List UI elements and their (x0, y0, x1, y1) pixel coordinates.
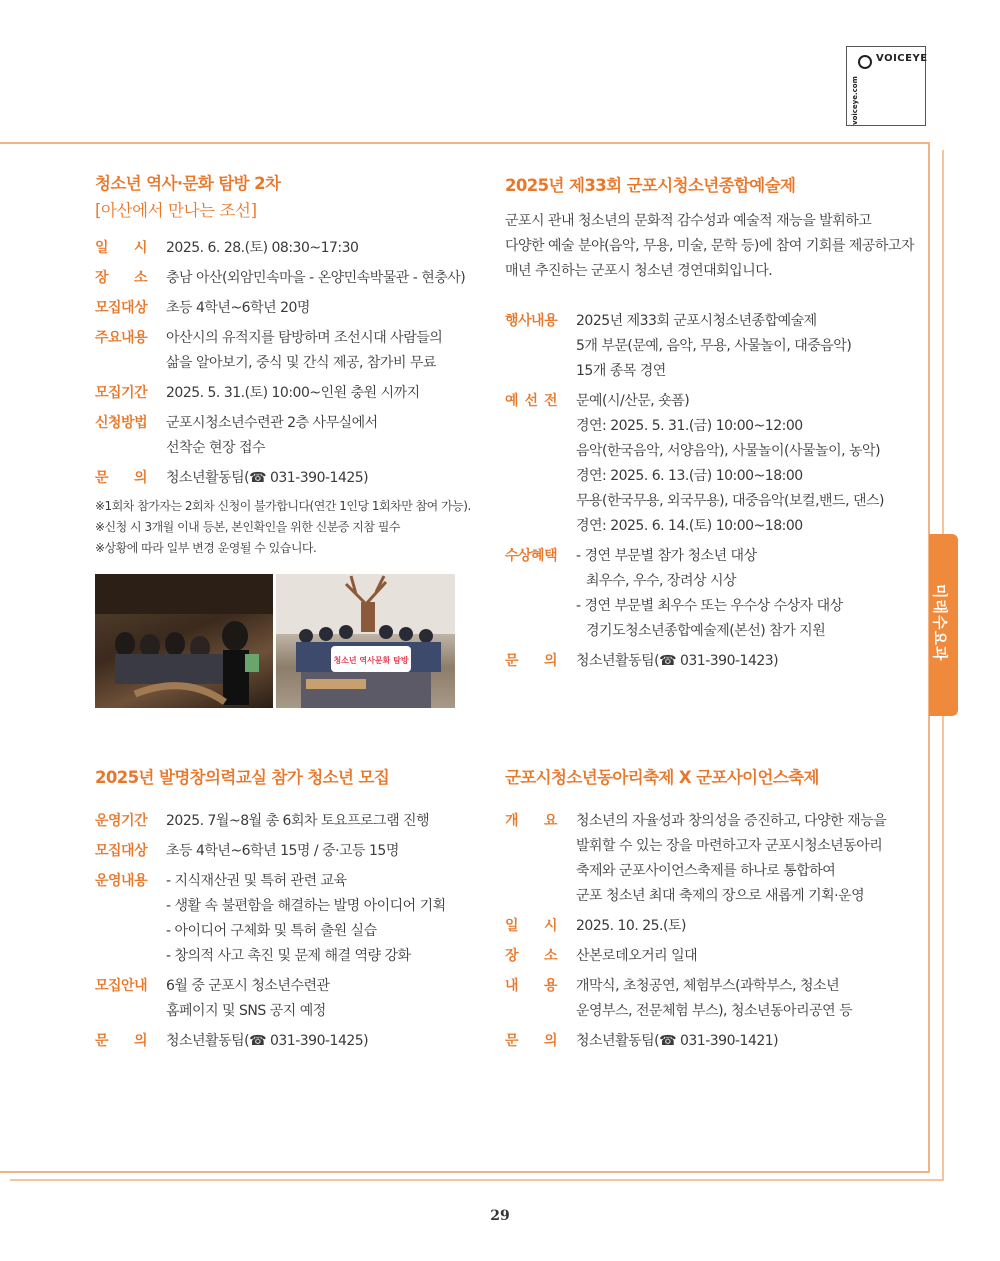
info-value-line: 발휘할 수 있는 장을 마련하고자 군포시청소년동아리 (576, 838, 883, 854)
side-tab-label: 미래수요과 (931, 584, 949, 662)
info-value-line: 2025. 7월~8월 총 6회차 토요프로그램 진행 (166, 813, 430, 829)
photo-group-museum (276, 574, 455, 708)
info-row (505, 944, 915, 969)
info-label-char: 문 (505, 1033, 519, 1049)
info-row (95, 236, 485, 261)
voiceye-code (846, 46, 926, 126)
info-row (505, 309, 915, 384)
section-club-science-festival (505, 764, 915, 1054)
info-value-line: 청소년활동팀(☎ 031-390-1425) (166, 1033, 369, 1049)
info-label-char: 용 (543, 978, 557, 994)
info-value-line: - 생활 속 불편함을 해결하는 발명 아이디어 기획 (166, 898, 446, 914)
info-value-line: 최우수, 우수, 장려상 시상 (586, 573, 736, 589)
info-value (576, 309, 851, 384)
notes (95, 496, 485, 559)
info-value-line: - 경연 부문별 참가 청소년 대상 (576, 548, 757, 564)
info-label (95, 266, 147, 291)
info-value-line: 경연: 2025. 6. 13.(금) 10:00~18:00 (576, 468, 803, 484)
info-value-line: 군포 청소년 최대 축제의 장으로 새롭게 기획·운영 (576, 888, 865, 904)
info-label (505, 914, 557, 939)
info-value (166, 809, 429, 834)
info-label: 모집대상 (95, 843, 148, 859)
info-label: 모집안내 (95, 978, 148, 994)
info-value (166, 466, 368, 491)
info-value-line: 2025. 6. 28.(토) 08:30~17:30 (166, 240, 359, 256)
info-value (166, 326, 442, 376)
info-rows (505, 809, 915, 1054)
info-label: 수상혜택 (505, 548, 558, 564)
info-value (576, 809, 886, 909)
info-row (505, 974, 915, 1024)
info-value-line: - 아이디어 구체화 및 특허 출원 실습 (166, 923, 377, 939)
info-value-line: 산본로데오거리 일대 (576, 948, 698, 964)
info-row (95, 381, 485, 406)
photo-village-tour (95, 574, 273, 708)
info-value (576, 944, 697, 969)
info-value-line: 운영부스, 전문체험 부스), 청소년동아리공연 등 (576, 1003, 853, 1019)
info-label-char: 일 (505, 918, 519, 934)
info-row (505, 544, 915, 644)
section-invention-class (95, 764, 485, 1054)
info-value-line: 경연: 2025. 5. 31.(금) 10:00~12:00 (576, 418, 803, 434)
info-value-line: 삶을 알아보기, 중식 및 간식 제공, 참가비 무료 (166, 355, 436, 371)
info-value-line: 군포시청소년수련관 2층 사무실에서 (166, 415, 378, 431)
info-value-line: 음악(한국음악, 서양음악), 사물놀이(사물놀이, 농악) (576, 443, 881, 459)
info-value (166, 974, 330, 1024)
info-value-line: 개막식, 초청공연, 체험부스(과학부스, 청소년 (576, 978, 840, 994)
info-value-line: 아산시의 유적지를 탐방하며 조선시대 사람들의 (166, 330, 443, 346)
info-row (95, 266, 485, 291)
info-value-line: - 창의적 사고 촉진 및 문제 해결 역량 강화 (166, 948, 411, 964)
info-value-line: 2025년 제33회 군포시청소년종합예술제 (576, 313, 817, 329)
voiceye-url: voiceye.com (851, 76, 859, 125)
intro-line: 군포시 관내 청소년의 문화적 감수성과 예술적 재능을 발휘하고 (505, 213, 872, 229)
info-value (576, 649, 778, 674)
info-label (95, 466, 147, 491)
info-value (576, 544, 843, 644)
info-value (576, 914, 686, 939)
info-label: 행사내용 (505, 313, 558, 329)
info-label (505, 649, 557, 674)
info-label (505, 389, 557, 539)
info-label-char: 소 (543, 948, 557, 964)
info-value-line: 선착순 현장 접수 (166, 440, 266, 456)
info-value-line: 청소년의 자율성과 창의성을 증진하고, 다양한 재능을 (576, 813, 887, 829)
info-label: 신청방법 (95, 415, 148, 431)
info-label-char: 전 (543, 393, 557, 409)
info-row (505, 649, 915, 674)
info-value-line: 충남 아산(외암민속마을 - 온양민속박물관 - 현충사) (166, 270, 466, 286)
info-rows (95, 236, 485, 491)
info-label-char: 문 (95, 470, 109, 486)
info-label: 운영내용 (95, 873, 148, 889)
info-label-char: 의 (543, 653, 557, 669)
page-number: 29 (490, 1208, 510, 1224)
info-label (95, 236, 147, 261)
section-title: 청소년 역사·문화 탐방 2차 (95, 174, 281, 193)
info-label (505, 974, 557, 1024)
note-item: ※상황에 따라 일부 변경 운영될 수 있습니다. (95, 541, 317, 555)
info-label-char: 장 (95, 270, 109, 286)
info-value (166, 1029, 368, 1054)
voiceye-mark-icon (858, 55, 872, 69)
info-value-line: 15개 종목 경연 (576, 363, 666, 379)
intro-line: 매년 추진하는 군포시 청소년 경연대회입니다. (505, 263, 773, 279)
voiceye-logo: VOICEYE (876, 53, 928, 64)
intro-line: 다양한 예술 분야(음악, 무용, 미술, 문학 등)에 참여 기회를 제공하고자 (505, 238, 914, 254)
info-value (166, 266, 465, 291)
info-value (166, 869, 446, 969)
info-row (95, 296, 485, 321)
info-value-line: 초등 4학년~6학년 20명 (166, 300, 310, 316)
info-label (95, 1029, 147, 1054)
info-label: 운영기간 (95, 813, 148, 829)
section-subtitle: [아산에서 만나는 조선] (95, 201, 257, 220)
info-value (166, 296, 310, 321)
info-value (166, 839, 399, 864)
info-value-line: - 지식재산권 및 특허 관련 교육 (166, 873, 347, 889)
info-row (95, 839, 485, 864)
info-label-char: 선 (524, 393, 538, 409)
info-label-char: 소 (133, 270, 147, 286)
info-row (505, 1029, 915, 1054)
info-value-line: 6월 중 군포시 청소년수련관 (166, 978, 330, 994)
info-label: 주요내용 (95, 330, 148, 346)
info-label-char: 시 (543, 918, 557, 934)
section-intro (505, 209, 915, 284)
info-label (505, 1029, 557, 1054)
info-value-line: 경연: 2025. 6. 14.(토) 10:00~18:00 (576, 518, 803, 534)
info-value (576, 389, 884, 539)
info-value-line: 경기도청소년종합예술제(본선) 참가 지원 (586, 623, 826, 639)
info-value-line: - 경연 부문별 최우수 또는 우수상 수상자 대상 (576, 598, 843, 614)
info-value-line: 축제와 군포사이언스축제를 하나로 통합하여 (576, 863, 836, 879)
info-rows (505, 309, 915, 674)
info-row (95, 809, 485, 834)
info-rows (95, 809, 485, 1054)
info-row (95, 466, 485, 491)
info-label-char: 예 (505, 393, 519, 409)
info-row (505, 389, 915, 539)
info-row (505, 809, 915, 909)
info-value (166, 381, 420, 406)
info-row (505, 914, 915, 939)
section-arts-festival (505, 172, 915, 674)
info-value-line: 청소년활동팀(☎ 031-390-1421) (576, 1033, 779, 1049)
info-value-line: 무용(한국무용, 외국무용), 대중음악(보컬,밴드, 댄스) (576, 493, 884, 509)
info-value-line: 초등 4학년~6학년 15명 / 중·고등 15명 (166, 843, 399, 859)
info-value-line: 문예(시/산문, 숏폼) (576, 393, 690, 409)
note-item: ※1회차 참가자는 2회차 신청이 불가합니다(연간 1인당 1회차만 참여 가능). (95, 499, 471, 513)
photo-banner: 청소년 역사문화 탐방 (333, 656, 409, 665)
section-title: 군포시청소년동아리축제 X 군포사이언스축제 (505, 768, 819, 787)
info-value-line: 5개 부문(문예, 음악, 무용, 사물놀이, 대중음악) (576, 338, 852, 354)
info-row (95, 974, 485, 1024)
info-label-char: 장 (505, 948, 519, 964)
section-title: 2025년 발명창의력교실 참가 청소년 모집 (95, 768, 390, 787)
info-label-char: 내 (505, 978, 519, 994)
info-label-char: 시 (133, 240, 147, 256)
note-item: ※신청 시 3개월 이내 등본, 본인확인을 위한 신분증 지참 필수 (95, 520, 400, 534)
info-value (576, 974, 852, 1024)
info-row (95, 411, 485, 461)
info-value-line: 청소년활동팀(☎ 031-390-1423) (576, 653, 779, 669)
info-value-line: 2025. 10. 25.(토) (576, 918, 686, 934)
info-value-line: 청소년활동팀(☎ 031-390-1425) (166, 470, 369, 486)
info-row (95, 1029, 485, 1054)
section-title: 2025년 제33회 군포시청소년종합예술제 (505, 176, 796, 195)
section-history-tour (95, 170, 485, 559)
info-value-line: 홈페이지 및 SNS 공지 예정 (166, 1003, 326, 1019)
info-value (576, 1029, 778, 1054)
info-value (166, 411, 378, 461)
info-label (505, 944, 557, 969)
info-label (505, 809, 557, 909)
info-label-char: 문 (95, 1033, 109, 1049)
info-label-char: 요 (543, 813, 557, 829)
info-label-char: 의 (133, 1033, 147, 1049)
info-label: 모집대상 (95, 300, 148, 316)
info-label-char: 의 (543, 1033, 557, 1049)
info-label-char: 일 (95, 240, 109, 256)
info-value (166, 236, 358, 261)
info-value-line: 2025. 5. 31.(토) 10:00~인원 충원 시까지 (166, 385, 420, 401)
info-label-char: 개 (505, 813, 519, 829)
info-label: 모집기간 (95, 385, 148, 401)
info-row (95, 869, 485, 969)
info-label-char: 의 (133, 470, 147, 486)
info-label-char: 문 (505, 653, 519, 669)
info-row (95, 326, 485, 376)
side-tab (929, 534, 958, 716)
